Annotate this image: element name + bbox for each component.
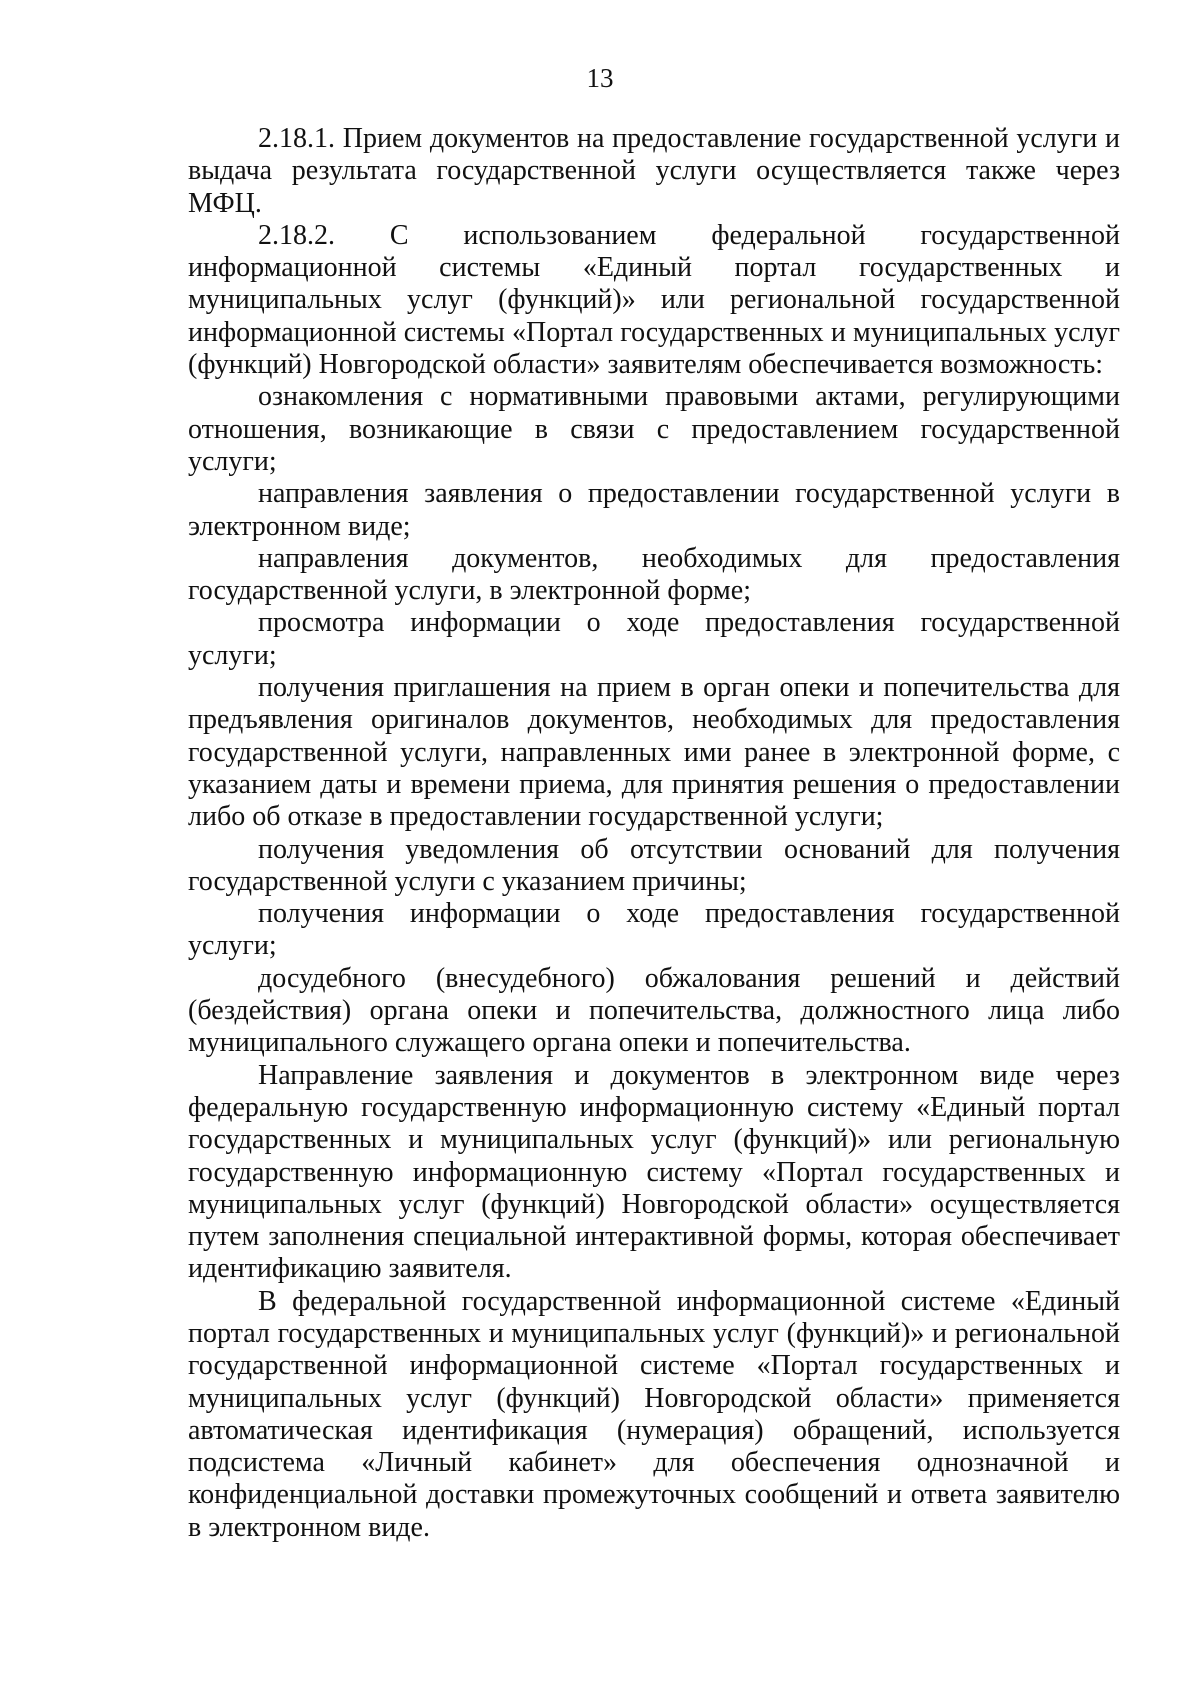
list-item-notification: получения уведомления об отсутствии оснований для получения государственной услуги с указанием причины;	[188, 833, 1120, 897]
paragraph-2-18-1: 2.18.1. Прием документов на предоставление государственной услуги и выдача результата государственной услуги осуществляется также через МФЦ.	[188, 123, 1120, 219]
list-item-appeal: досудебного (внесудебного) обжалования решений и действий (бездействия) органа опеки и попечительства, должностного лица либо муниципального служащего органа опеки и попечительства.	[188, 962, 1120, 1059]
list-item-invitation: получения приглашения на прием в орган опеки и попечительства для предъявления оригиналов документов, необходимых для предоставления государственной услуги, направленных ими ранее в электронной форме, с указанием даты и времени приема, для принятия решения о предоставлении либо об отказе в предоставлении государственной услуги;	[188, 672, 1120, 833]
document-body	[188, 123, 1120, 1544]
list-item-documents: направления документов, необходимых для предоставления государственной услуги, в электронной форме;	[188, 542, 1120, 607]
list-item-application: направления заявления о предоставлении государственной услуги в электронном виде;	[188, 478, 1120, 542]
paragraph-2-18-2: 2.18.2. С использованием федеральной государственной информационной системы «Единый портал государственных и муниципальных услуг (функций)» или региональной государственной информационной системы «Портал государственных и муниципальных услуг (функций) Новгородской области» заявителям обеспечивается возможность:	[188, 219, 1120, 381]
list-item-view-progress: просмотра информации о ходе предоставления государственной услуги;	[188, 607, 1120, 671]
paragraph-electronic-submission: Направление заявления и документов в электронном виде через федеральную государственную информационную систему «Единый портал государственных и муниципальных услуг (функций)» или региональную государственную информационную систему «Портал государственных и муниципальных услуг (функций) Новгородской области» осуществляется путем заполнения специальной интерактивной формы, которая обеспечивает идентификацию заявителя.	[188, 1059, 1120, 1285]
list-item-acts: ознакомления с нормативными правовыми актами, регулирующими отношения, возникающие в связи с предоставлением государственной услуги;	[188, 381, 1120, 477]
page-number: 13	[586, 63, 614, 93]
list-item-progress-info: получения информации о ходе предоставления государственной услуги;	[188, 898, 1120, 962]
paragraph-identification: В федеральной государственной информационной системе «Единый портал государственных и муниципальных услуг (функций)» и региональной государственной информационной системе «Портал государственных и муниципальных услуг (функций) Новгородской области» применяется автоматическая идентификация (нумерация) обращений, используется подсистема «Личный кабинет» для обеспечения однозначной и конфиденциальной доставки промежуточных сообщений и ответа заявителю в электронном виде.	[188, 1285, 1120, 1543]
